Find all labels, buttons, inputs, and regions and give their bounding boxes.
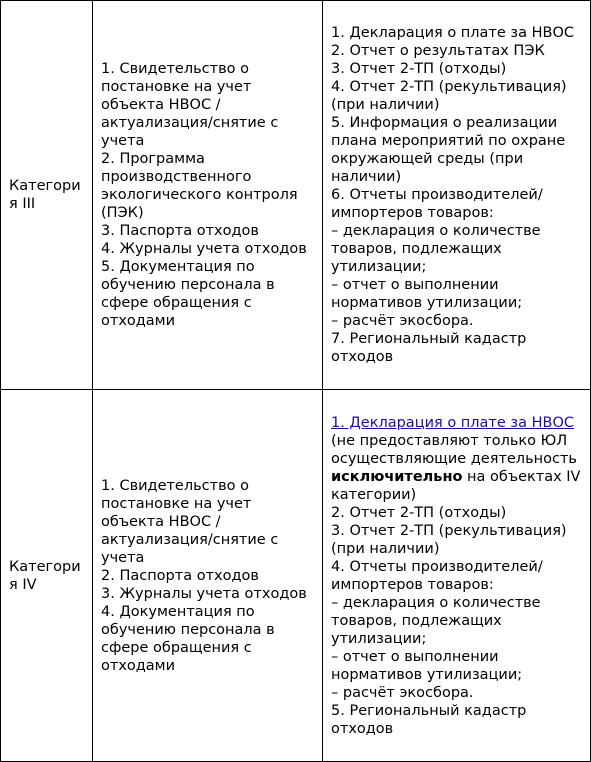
document-item: 5. Документация по обучению персонала в сфере обращения с отходами	[101, 259, 275, 329]
report-item: 2. Отчет 2-ТП (отходы)	[331, 504, 507, 521]
report-subitem: – отчет о выполнении нормативов утилизации;	[331, 277, 523, 311]
document-item: 1. Свидетельство о постановке на учет объекта НВОС /актуализация/снятие с учета	[101, 61, 279, 149]
report-note: (не предоставляют только ЮЛ осуществляющие деятельность	[331, 432, 577, 467]
report-note-emphasis: исключительно	[331, 468, 463, 485]
report-subitem: – декларация о количестве товаров, подлежащих утилизации;	[331, 223, 541, 275]
document-item: 4. Документация по обучению персонала в сфере обращения с отходами	[101, 603, 275, 674]
report-subitem: – декларация о количестве товаров, подлежащих утилизации;	[331, 594, 541, 647]
document-item: 3. Паспорта отходов	[101, 223, 259, 239]
category-cell: Категория IV	[1, 390, 93, 762]
report-subitem: – отчет о выполнении нормативов утилизации;	[331, 648, 523, 683]
table-row-category-3	[1, 1, 591, 390]
report-item: 4. Отчеты производителей/импортеров товаров:	[331, 558, 543, 593]
declaration-link[interactable]: 1. Декларация о плате за НВОС	[331, 414, 575, 431]
report-item: 4. Отчет 2-ТП (рекультивация) (при наличии)	[331, 79, 567, 113]
document-item: 4. Журналы учета отходов	[101, 241, 307, 257]
report-subitem: – расчёт экосбора.	[331, 684, 474, 701]
category-cell: Категория III	[1, 1, 93, 390]
report-item-first	[331, 414, 582, 504]
report-item: 1. Декларация о плате за НВОС	[331, 25, 575, 41]
report-note-end: на объектах IV категории)	[331, 468, 581, 503]
documents-cell	[93, 390, 323, 762]
report-item: 6. Отчеты производителей/импортеров товаров:	[331, 187, 543, 221]
document-item: 3. Журналы учета отходов	[101, 585, 307, 602]
document-item: 1. Свидетельство о постановке на учет объекта НВОС /актуализация/снятие с учета	[101, 477, 279, 566]
documents-cell	[93, 1, 323, 390]
report-item: 3. Отчет 2-ТП (отходы)	[331, 61, 507, 77]
document-item: 2. Программа производственного экологического контроля (ПЭК)	[101, 151, 298, 221]
report-item: 7. Региональный кадастр отходов	[331, 331, 527, 365]
reports-cell	[323, 1, 591, 390]
reports-cell	[323, 390, 591, 762]
table-row-category-4	[1, 390, 591, 762]
report-subitem: – расчёт экосбора.	[331, 313, 474, 329]
document-item: 2. Паспорта отходов	[101, 567, 259, 584]
report-item: 5. Информация о реализации плана мероприятий по охране окружающей среды (при наличии)	[331, 115, 566, 185]
report-item: 3. Отчет 2-ТП (рекультивация) (при наличии)	[331, 522, 567, 557]
report-item: 2. Отчет о результатах ПЭК	[331, 43, 545, 59]
report-item: 5. Региональный кадастр отходов	[331, 702, 527, 737]
